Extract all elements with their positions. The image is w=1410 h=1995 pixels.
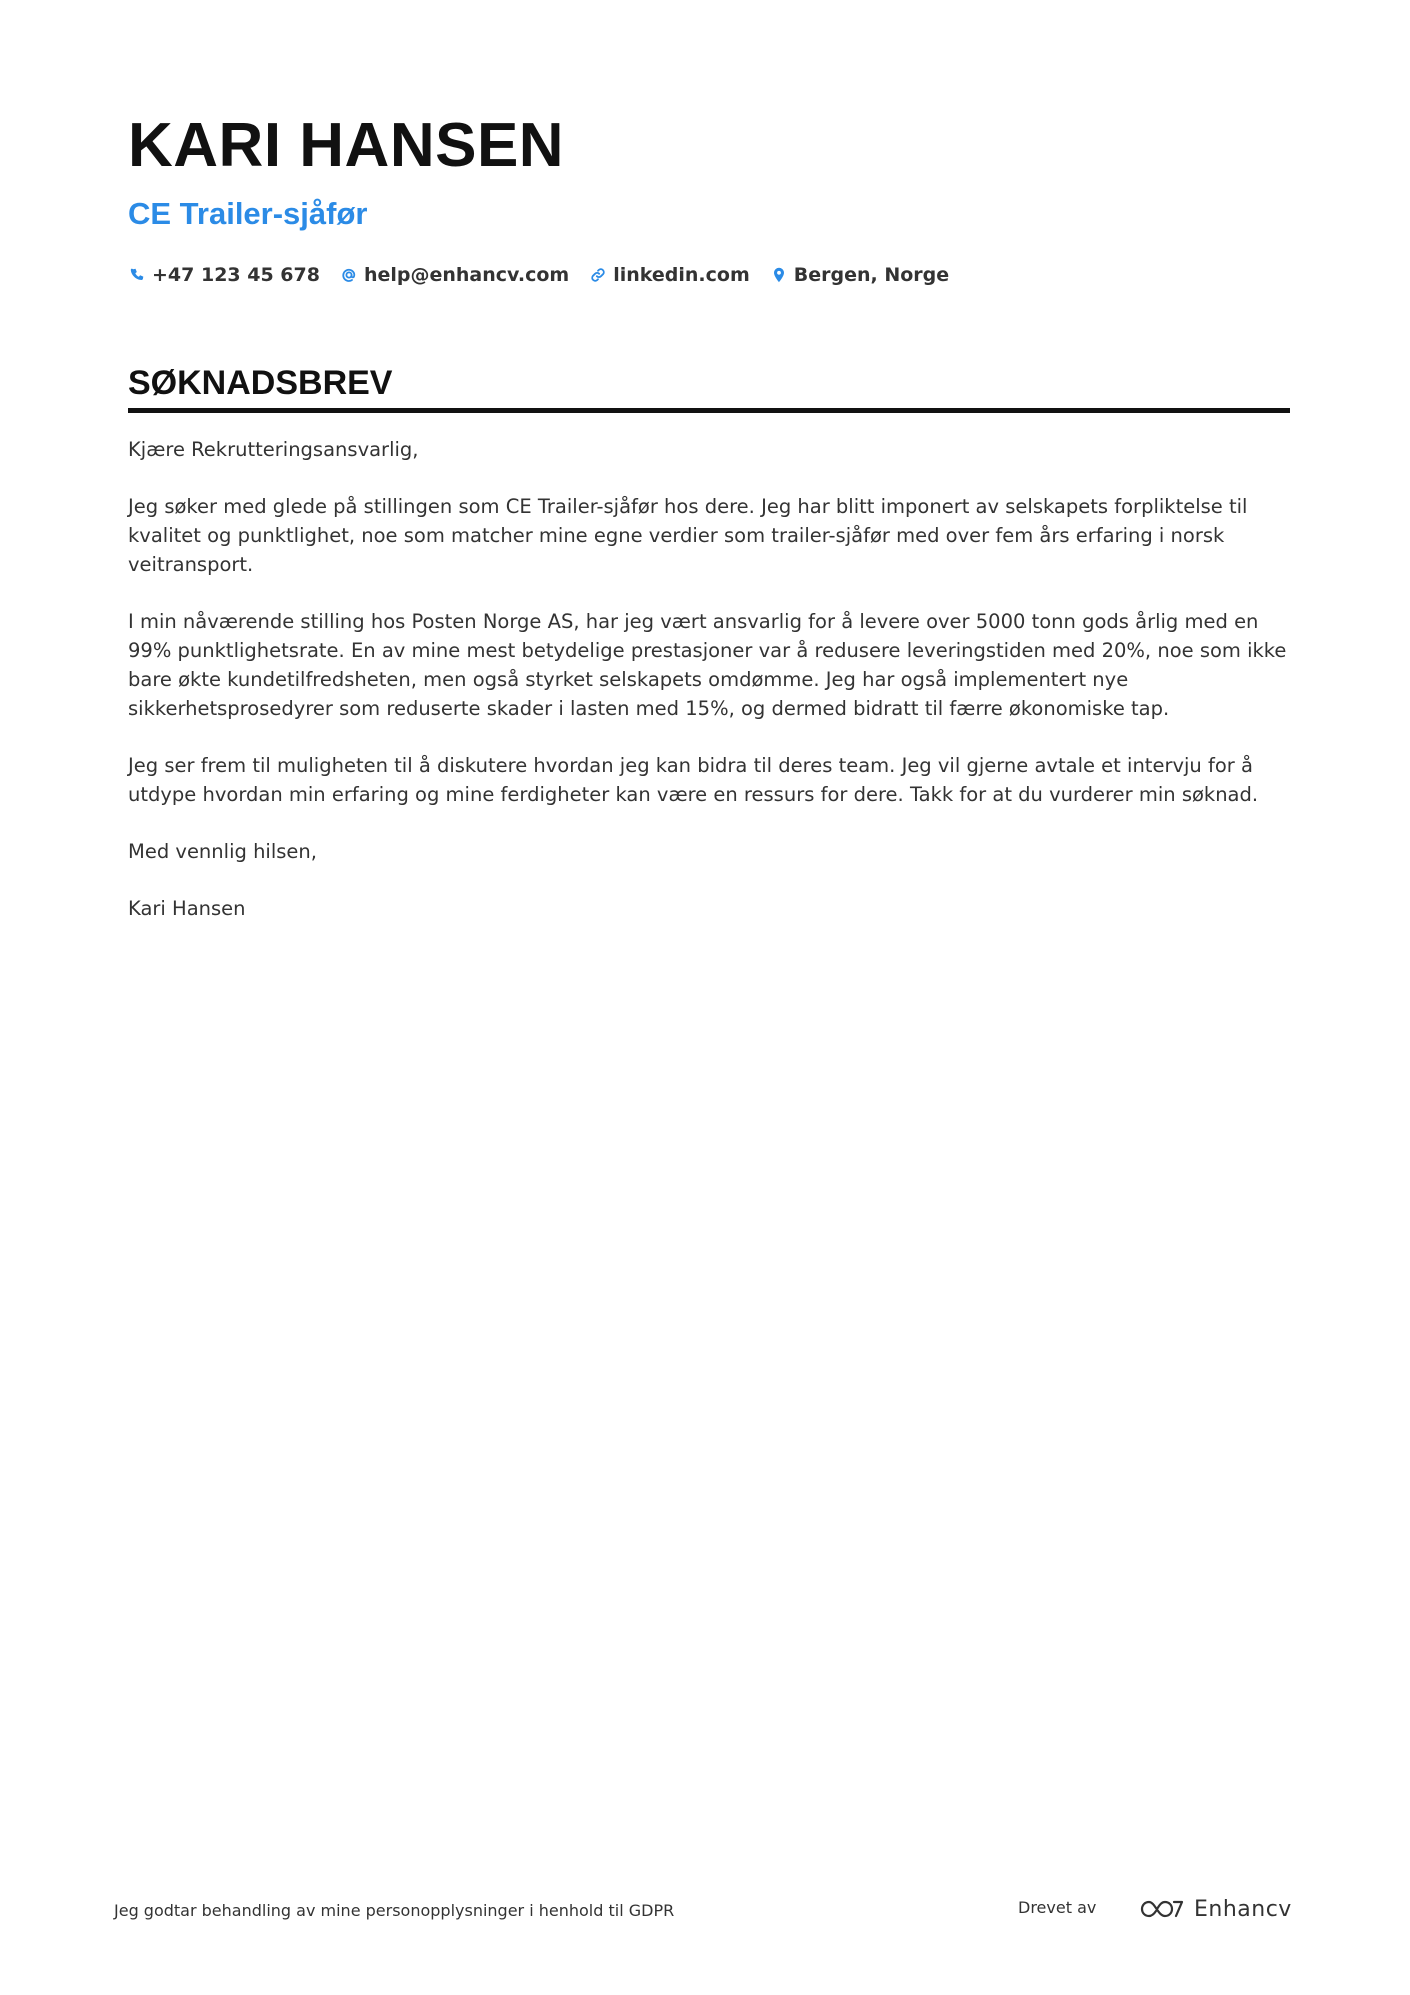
enhancv-logo-icon — [1138, 1896, 1186, 1922]
letter-paragraph: Jeg ser frem til muligheten til å diskutere hvordan jeg kan bidra til deres team. Jeg vil gjerne avtale et intervju for å utdype hvordan min erfaring og mine ferdigheter kan være en ressurs for dere. Takk for at du vurderer min søknad. — [128, 754, 1259, 806]
location-pin-icon — [770, 266, 788, 284]
contact-bar — [128, 260, 1290, 290]
gdpr-consent-text: Jeg godtar behandling av mine personopplysninger i henhold til GDPR — [114, 1901, 675, 1920]
enhancv-brand-name[interactable]: Enhancv — [1194, 1896, 1292, 1922]
letter-greeting: Kjære Rekrutteringsansvarlig, — [128, 438, 419, 461]
section-title: SØKNADSBREV — [128, 362, 1290, 413]
applicant-name: KARI HANSEN — [128, 111, 565, 180]
at-icon — [340, 266, 358, 284]
email-address[interactable]: help@enhancv.com — [363, 264, 570, 286]
letter-paragraph: Jeg søker med glede på stillingen som CE Trailer-sjåfør hos dere. Jeg har blitt imponert av selskapets forpliktelse til kvalitet og punktlighet, noe som matcher mine egne verdier som trailer-sjåfør med over fem års erfaring i norsk veitransport. — [128, 495, 1248, 576]
cover-letter-page — [128, 110, 1290, 951]
contact-linkedin[interactable] — [589, 264, 750, 286]
page-footer — [114, 1893, 1290, 1929]
link-icon — [589, 266, 607, 284]
linkedin-link[interactable]: linkedin.com — [613, 264, 750, 286]
location-text: Bergen, Norge — [793, 264, 950, 286]
enhancv-brand[interactable] — [1138, 1893, 1292, 1925]
phone-icon — [128, 266, 146, 284]
letter-paragraph: I min nåværende stilling hos Posten Norge AS, har jeg vært ansvarlig for å levere over 5000 tonn gods årlig med en 99% punktlighetsrate. En av mine mest betydelige prestasjoner var å redusere leveringstiden med 20%, noe som ikke bare økte kundetilfredsheten, men også styrket selskapets omdømme. Jeg har også implementert nye sikkerhetsprosedyrer som reduserte skader i lasten med 15%, og dermed bidratt til færre økonomiske tap. — [128, 610, 1287, 720]
phone-number: +47 123 45 678 — [152, 264, 320, 286]
job-title: CE Trailer-sjåfør — [128, 196, 368, 231]
letter-body — [128, 435, 1290, 923]
contact-email[interactable] — [340, 264, 569, 286]
contact-location — [770, 264, 949, 286]
letter-signature: Kari Hansen — [128, 897, 246, 920]
letter-closing: Med vennlig hilsen, — [128, 840, 317, 863]
contact-phone — [128, 264, 320, 286]
powered-by-label: Drevet av — [1018, 1898, 1097, 1917]
